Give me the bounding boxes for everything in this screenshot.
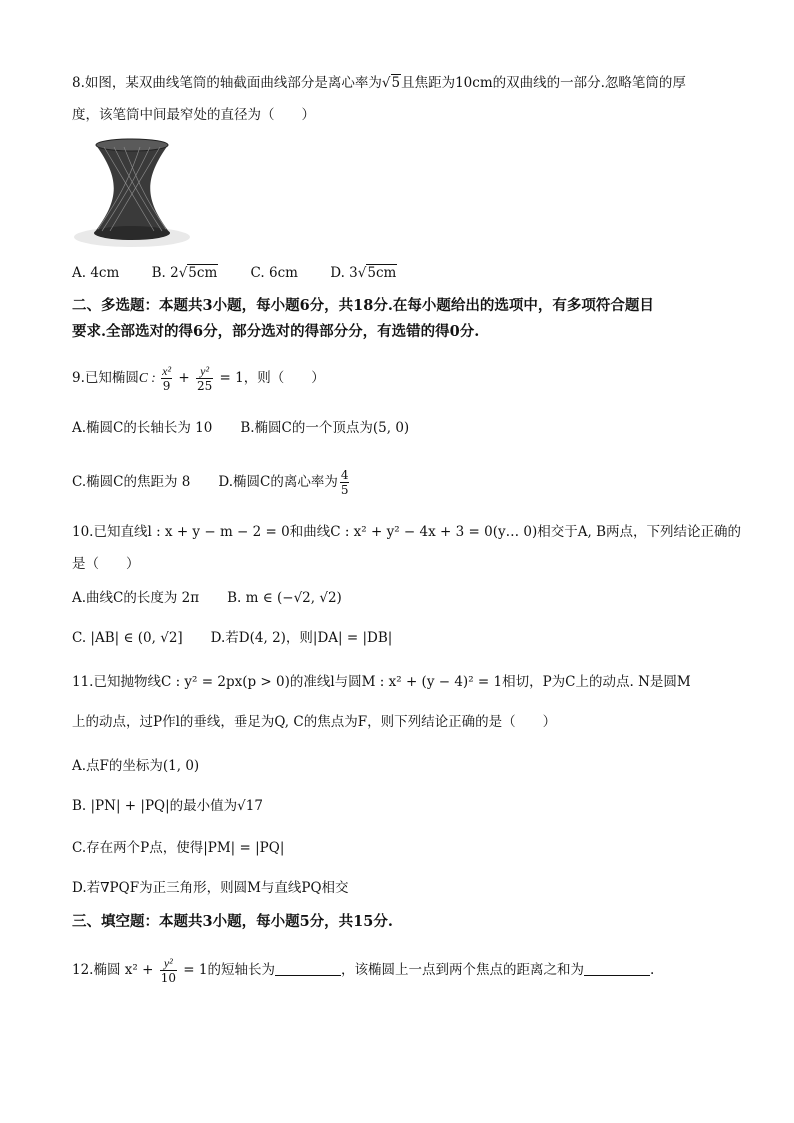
q10-options-cd (72, 628, 392, 648)
q8-option-a: A. 4cm (72, 265, 120, 281)
q10-option-a: A.曲线C的长度为 2π (72, 590, 200, 606)
q9-options-cd (72, 468, 351, 497)
q11-option-d: D.若∇PQF为正三角形，则圆M与直线PQ相交 (72, 880, 349, 896)
q11-option-b: B. |PN| + |PQ|的最小值为√17 (72, 798, 263, 814)
q10-stem: 10.已知直线l : x + y − m − 2 = 0和曲线C : x² + y² − 4x + 3 = 0(y… 0)相交于A, B两点，下列结论正确的 (72, 524, 741, 540)
section2-heading-2: 要求.全部选对的得6分，部分选对的得部分分，有选错的得0分. (72, 323, 480, 340)
q10-stem-2: 是（ ） (72, 556, 140, 572)
q11-stem-2: 上的动点，过P作l的垂线，垂足为Q, C的焦点为F，则下列结论正确的是（ ） (72, 714, 557, 730)
section3-heading: 三、填空题：本题共3小题，每小题5分，共15分. (72, 913, 393, 930)
frac-x2-9: $\frac{\text{x²}}{9}$ (162, 364, 172, 393)
q8-option-c: C. 6cm (250, 265, 298, 281)
q9-stem: 9.已知椭圆C : $\frac{\text{x²}}{9}$ + $\frac{\text{y²}}{25}$ = 1，则（ ） (72, 364, 325, 393)
q11-option-c: C.存在两个P点，使得|PM| = |PQ| (72, 840, 285, 856)
q8-text-b: 且焦距为10cm的双曲线的一部分.忽略笔筒的厚 (401, 75, 686, 91)
q10-option-b: B. m ∈ (−√2, √2) (227, 590, 342, 606)
q11-option-a: A.点F的坐标为(1, 0) (72, 758, 200, 774)
q8-option-d: D. 3√5cm (330, 265, 397, 281)
q8-line2: 度，该笔筒中间最窄处的直径为（ ） (72, 107, 315, 123)
q9-option-a: A.椭圆C的长轴长为 10 (72, 420, 213, 436)
frac-y2-25: $\frac{\text{y²}}{25}$ (196, 364, 213, 393)
answer-blank-1[interactable] (275, 961, 341, 976)
q11-stem: 11.已知抛物线C : y² = 2px(p > 0)的准线l与圆M : x² + (y − 4)² = 1相切，P为C上的动点. N是圆M (72, 674, 691, 690)
q10-option-d: D.若D(4, 2)，则|DA| = |DB| (210, 630, 393, 646)
q9-option-c: C.椭圆C的焦距为 8 (72, 474, 191, 490)
q8-text-a: 8.如图，某双曲线笔筒的轴截面曲线部分是离心率为 (72, 75, 382, 91)
pen-holder-image (74, 137, 196, 249)
q8-ecc: 5 (391, 75, 401, 91)
q9-options-ab (72, 418, 409, 438)
q12-stem: 12.椭圆 x² + $\frac{\text{y²}}{10}$ = 1的短轴长为 ，该椭圆上一点到两个焦点的距离之和为 . (72, 956, 655, 985)
q9-option-b: B.椭圆C的一个顶点为(5, 0) (240, 420, 410, 436)
q8-options (72, 263, 425, 283)
sqrt-symbol: √ (381, 75, 391, 91)
answer-blank-2[interactable] (584, 961, 650, 976)
q9-option-d: D.椭圆C的离心率为 $\frac{4}{5}$ (218, 468, 349, 497)
q10-options-ab (72, 588, 342, 608)
q10-option-c: C. |AB| ∈ (0, √2] (72, 630, 183, 646)
section2-heading: 二、多选题：本题共3小题，每小题6分，共18分.在每小题给出的选项中，有多项符合题目 (72, 297, 654, 314)
q8-option-b: B. 2√5cm (151, 265, 218, 281)
q8-line1 (72, 73, 686, 93)
frac-y2-10: $\frac{\text{y²}}{10}$ (160, 956, 176, 985)
